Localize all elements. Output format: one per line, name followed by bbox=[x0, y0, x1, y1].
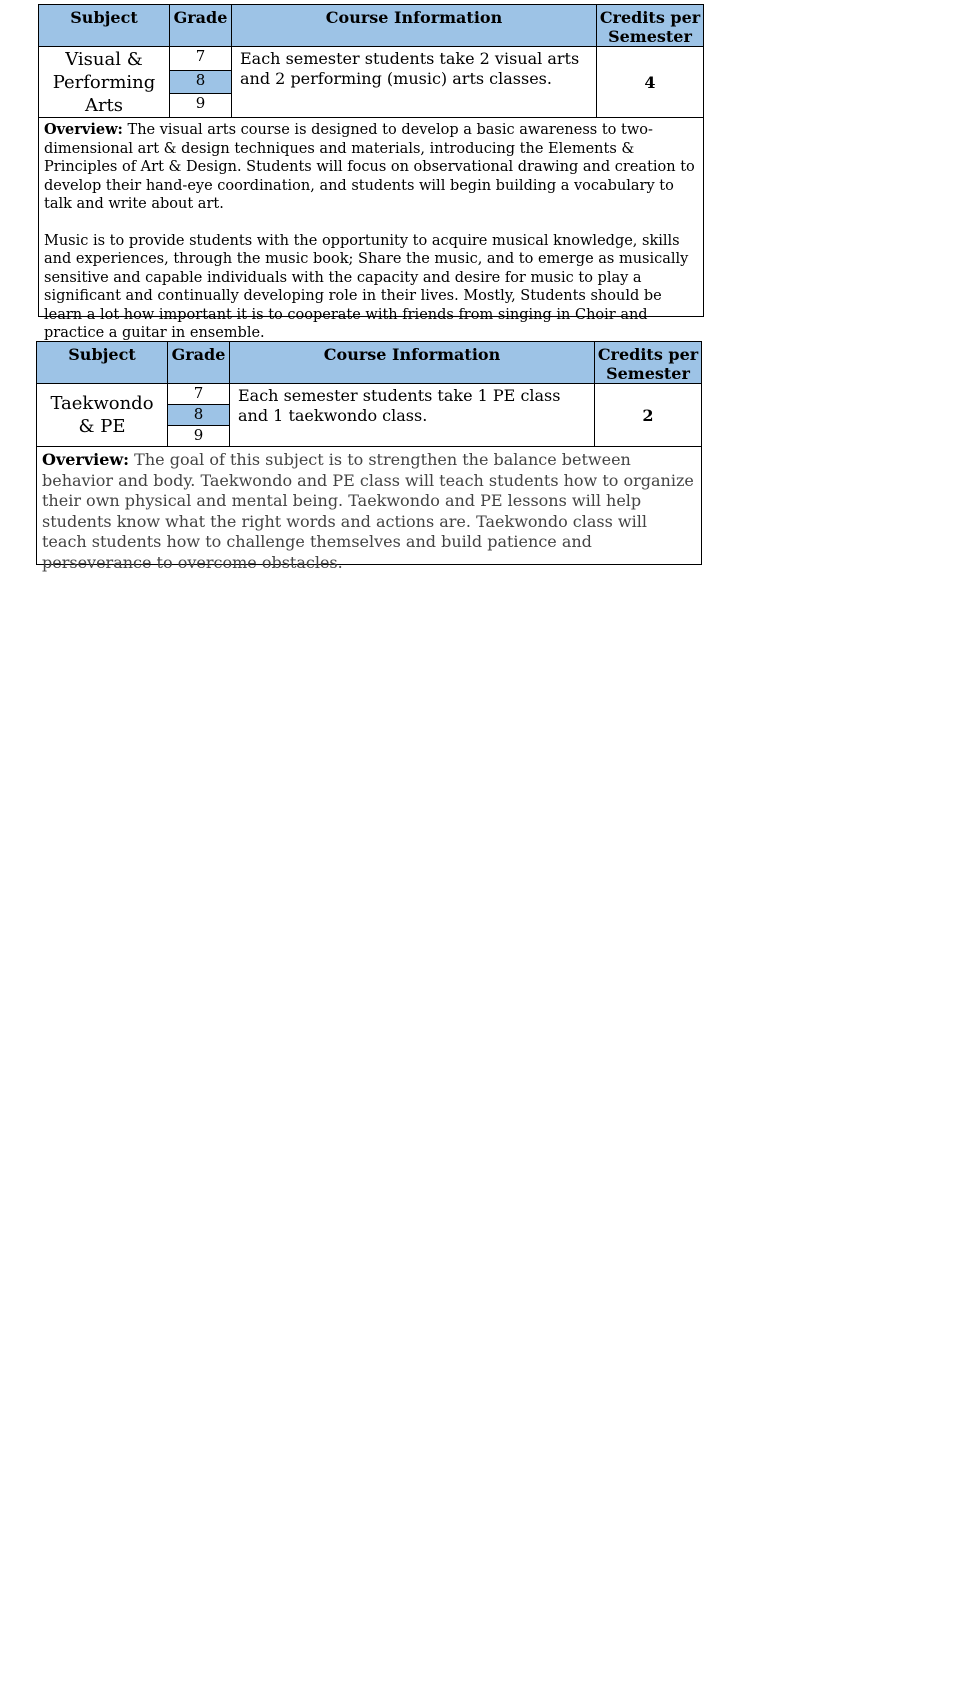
course-table-taekwondo-pe bbox=[36, 341, 702, 572]
header-course-information: Course Information bbox=[232, 5, 597, 46]
header-subject: Subject bbox=[39, 5, 170, 46]
overview-section bbox=[39, 118, 703, 343]
overview-label: Overview: bbox=[42, 450, 130, 469]
header-course-information: Course Information bbox=[230, 342, 595, 383]
header-credits: Credits per Semester bbox=[597, 345, 699, 383]
table-header bbox=[39, 5, 703, 47]
subject-line: Taekwondo bbox=[50, 393, 154, 414]
overview-section bbox=[37, 447, 701, 573]
grade-7: 7 bbox=[168, 384, 229, 405]
grade-9: 9 bbox=[195, 94, 206, 113]
credits-cell: 2 bbox=[642, 405, 654, 425]
overview-paragraph bbox=[44, 121, 698, 214]
table-row bbox=[39, 47, 703, 118]
grade-7: 7 bbox=[170, 47, 231, 71]
course-information-cell: Each semester students take 1 PE class and 1 taekwondo class. bbox=[230, 384, 595, 446]
subject-cell bbox=[37, 384, 168, 446]
header-credits: Credits per Semester bbox=[599, 8, 701, 46]
table-header bbox=[37, 342, 701, 384]
subject-line: Performing bbox=[52, 71, 156, 93]
header-grade: Grade bbox=[168, 342, 230, 383]
overview-paragraph-music: Music is to provide students with the opportunity to acquire musical knowledge, skills and experiences, through the music book; Share the music, and to emerge as musically sensitive and capable individuals with the capacity and desire for music to play a significant and continually developing role in their lives. Mostly, Students should be learn a lot how important it is to cooperate with friends from singing in Choir and practice a guitar in ensemble. bbox=[44, 232, 689, 341]
course-table-visual-performing-arts bbox=[38, 4, 704, 341]
subject-line: & PE bbox=[78, 416, 126, 437]
overview-paragraph bbox=[42, 450, 696, 573]
grade-8: 8 bbox=[168, 405, 229, 426]
subject-line: Visual & bbox=[65, 48, 143, 70]
subject-line: Arts bbox=[84, 94, 124, 116]
header-subject: Subject bbox=[37, 342, 168, 383]
grade-9: 9 bbox=[193, 426, 204, 444]
overview-text: The visual arts course is designed to develop a basic awareness to two-dimensional art & design techniques and materials, introducing the Elements & Principles of Art & Design. Students will focus on observational drawing and creation to develop their hand-eye coordination, and students will begin building a vocabulary to talk and write about art. bbox=[44, 122, 695, 212]
overview-label: Overview: bbox=[44, 121, 123, 138]
grade-cell-group bbox=[168, 384, 230, 446]
credits-cell: 4 bbox=[644, 72, 656, 92]
header-grade: Grade bbox=[170, 5, 232, 46]
course-information-cell: Each semester students take 2 visual arts and 2 performing (music) arts classes. bbox=[232, 47, 597, 117]
grade-8: 8 bbox=[170, 71, 231, 95]
overview-text: The goal of this subject is to strengthen the balance between behavior and body. Taekwondo and PE class will teach students how to organize their own physical and mental being. Taekwondo and PE lessons will help students know what the right words and actions are. Taekwondo class will teach students how to challenge themselves and build patience and perseverance to overcome obstacles. bbox=[42, 450, 694, 572]
subject-cell bbox=[39, 47, 170, 117]
grade-cell-group bbox=[170, 47, 232, 117]
table-row bbox=[37, 384, 701, 447]
